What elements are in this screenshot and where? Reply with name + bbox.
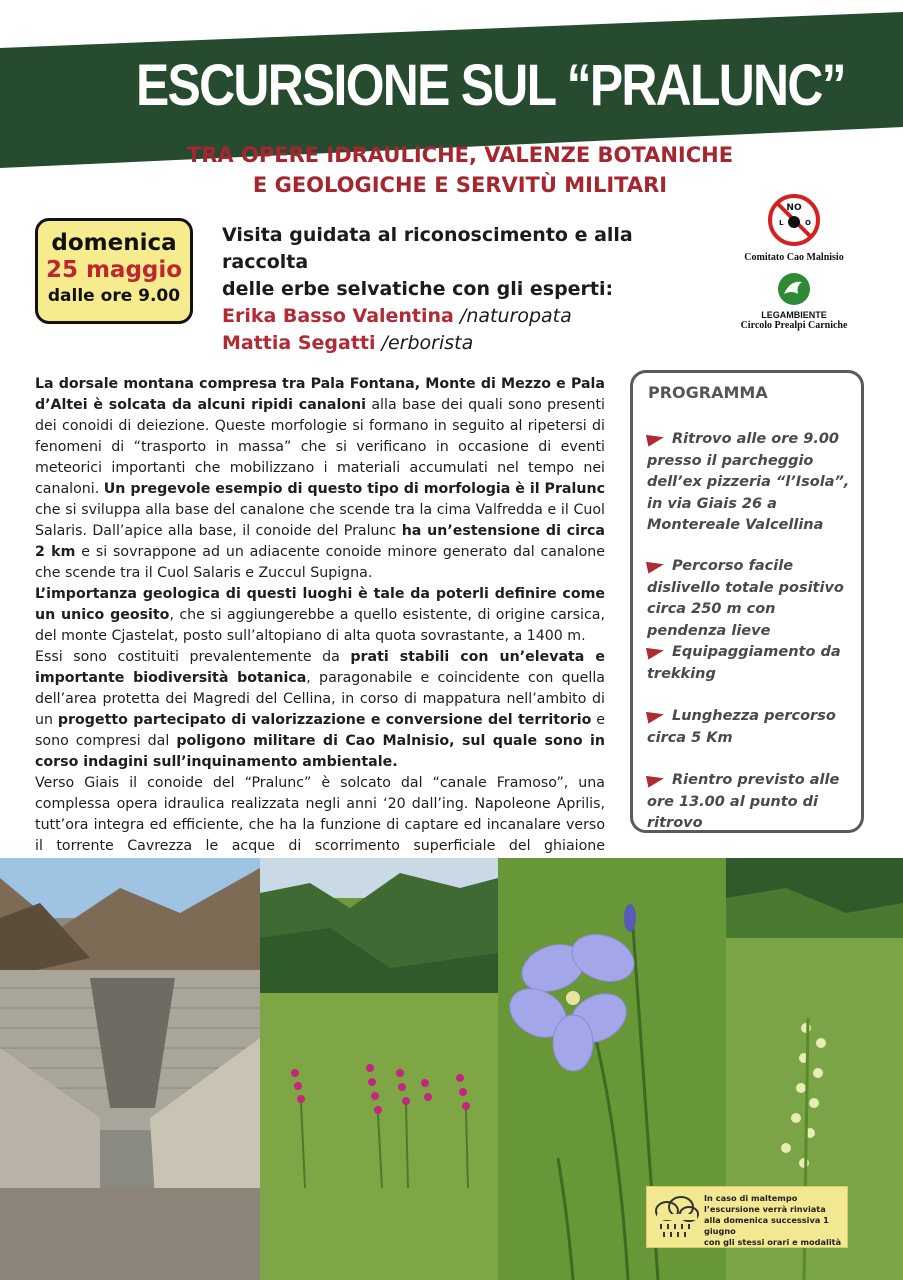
legambiente-icon bbox=[776, 272, 812, 306]
rain-cloud-icon bbox=[651, 1193, 701, 1241]
programma-item: Equipaggiamento da trekking bbox=[647, 644, 841, 682]
programma-box bbox=[630, 370, 864, 833]
arrow-icon bbox=[646, 644, 665, 659]
programma-item: Ritrovo alle ore 9.00 presso il parcheggio dell’ex pizzeria “l’Isola”, in via Giais 26 a Montereale Valcellina bbox=[647, 431, 850, 533]
page-subtitle bbox=[150, 140, 770, 200]
expert-2-role: /erborista bbox=[375, 332, 474, 354]
subtitle-line-2: E GEOLOGICHE E SERVITÙ MILITARI bbox=[252, 173, 668, 197]
comitato-caption: Comitato Cao Malnisio bbox=[744, 252, 844, 263]
programma-title: PROGRAMMA bbox=[648, 383, 768, 402]
intro-line-1: Visita guidata al riconoscimento e alla raccolta bbox=[222, 224, 633, 273]
no-poligono-icon bbox=[764, 192, 824, 248]
svg-text:L: L bbox=[779, 219, 784, 227]
weather-note bbox=[646, 1186, 848, 1248]
page-title: ESCURSIONE SUL “PRALUNC” bbox=[136, 53, 845, 118]
expert-1-name: Erika Basso Valentina bbox=[222, 305, 454, 327]
date-day: domenica bbox=[51, 230, 177, 256]
programma-item: Percorso facile dislivello totale positivo circa 250 m con pendenza lieve bbox=[647, 558, 844, 639]
expert-2-name: Mattia Segatti bbox=[222, 332, 376, 354]
photo-canal-dam bbox=[0, 858, 260, 1280]
comitato-logo bbox=[728, 192, 860, 264]
date-box bbox=[35, 218, 193, 324]
expert-1 bbox=[222, 303, 722, 330]
date-date: 25 maggio bbox=[45, 257, 183, 283]
arrow-icon bbox=[646, 708, 665, 723]
programma-item: Lunghezza percorso circa 5 Km bbox=[647, 708, 836, 746]
paragraph-2: L’importanza geologica di questi luoghi è tale da poterli definire come un unico geosito, che si aggiungerebbe a quello esistente, di origine carsica, del monte Cjastelat, posto sull’altopiano di alta quota sovrastante, a 1400 m. bbox=[35, 586, 605, 644]
intro-line-2: delle erbe selvatiche con gli esperti: bbox=[222, 278, 614, 300]
svg-text:O: O bbox=[805, 219, 811, 227]
date-time: dalle ore 9.00 bbox=[47, 286, 181, 306]
arrow-icon bbox=[646, 772, 665, 787]
legambiente-caption: Circolo Prealpi Carniche bbox=[740, 320, 848, 331]
legambiente-name: LEGAMBIENTE bbox=[761, 310, 827, 320]
expert-2 bbox=[222, 330, 722, 357]
paragraph-3: Essi sono costituiti prevalentemente da prati stabili con un’elevata e importante biodiversità botanica, paragonabile e coincidente con quella dell’area protetta dei Magredi del Cellina, in corso di mappatura nell’ambito di un progetto partecipato di valorizzazione e conversione del territorio e sono compresi dal poligono militare di Cao Malnisio, sul quale sono in corso indagini sull’inquinamento ambientale. bbox=[35, 649, 605, 770]
intro-text bbox=[222, 222, 722, 357]
legambiente-logo bbox=[728, 272, 860, 342]
expert-1-role: /naturopata bbox=[453, 305, 572, 327]
subtitle-line-1: TRA OPERE IDRAULICHE, VALENZE BOTANICHE bbox=[186, 143, 734, 167]
arrow-icon bbox=[646, 431, 665, 446]
weather-note-text: In caso di maltempo l’escursione verrà rinviata alla domenica successiva 1 giugno con gli stessi orari e modalità bbox=[704, 1193, 842, 1247]
paragraph-1: La dorsale montana compresa tra Pala Fontana, Monte di Mezzo e Pala d’Altei è solcata da alcuni ripidi canaloni alla base dei quali sono presenti dei conoidi di deiezione. Queste morfologie si formano in seguito al ripetersi di fenomeni di “trasporto in massa” che si verificano in occasione di eventi meteorici importanti che mobilizzano i materiali accumulati nel tempo nei canaloni. Un pregevole esempio di questo tipo di morfologia è il Pralunc che si sviluppa alla base del canalone che scende tra la cima Valfredda e il Cuol Salaris. Dall’apice alla base, il conoide del Pralunc ha un’estensione di circa 2 km e si sovrappone ad un adiacente conoide minore generato dal canalone che scende tra il Cuol Salaris e Zuccul Supigna. bbox=[35, 376, 606, 581]
svg-text:NO: NO bbox=[786, 203, 802, 213]
description-text bbox=[35, 374, 605, 878]
arrow-icon bbox=[646, 558, 665, 573]
paragraph-4: Verso Giais il conoide del “Pralunc” è solcato dal “canale Framoso”, una complessa opera idraulica realizzata negli anni ‘20 dall’ing. Napoleone Aprilis, tutt’ora integra ed efficiente, che ha la funzione di captare ed incanalare verso il torrente Cavrezza le acque di scorrimento superficiale del ghiaione bbox=[35, 775, 605, 854]
programma-item: Rientro previsto alle ore 13.00 al punto di ritrovo bbox=[647, 772, 840, 831]
photo-meadow-orchids bbox=[260, 858, 498, 1280]
